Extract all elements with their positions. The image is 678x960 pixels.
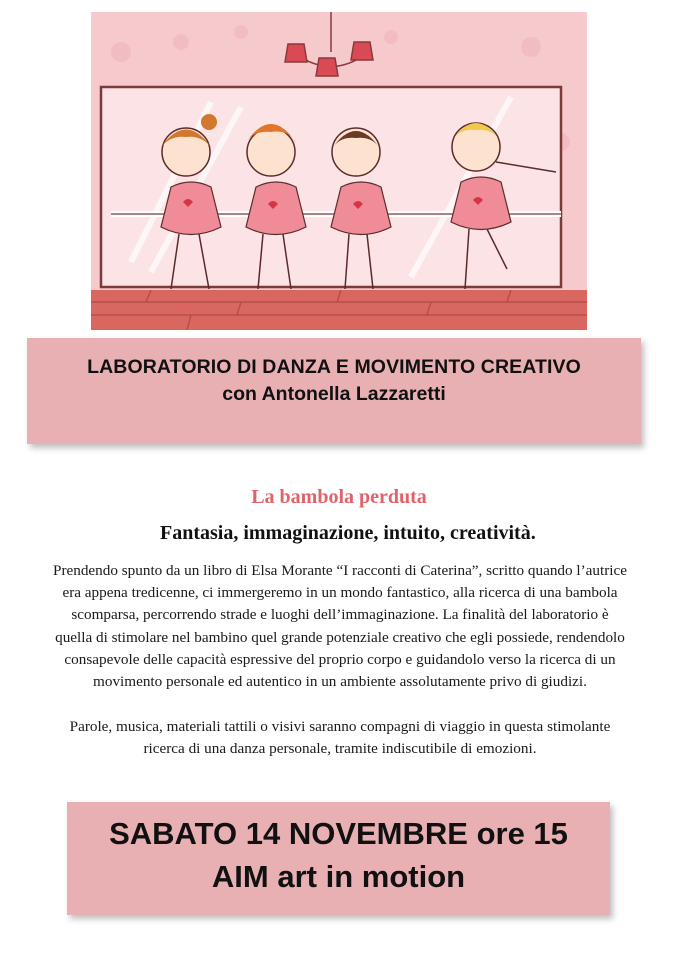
ballerinas-illustration <box>91 12 587 330</box>
workshop-title: LABORATORIO DI DANZA E MOVIMENTO CREATIVO <box>87 356 581 378</box>
description-paragraph-1: Prendendo spunto da un libro di Elsa Morante “I racconti di Caterina”, scritto quando l’autrice era appena tredicenne, ci immergeremo in un mondo fantastico, alla ricerca di una bambola scomparsa, percorrendo strade e luoghi dell’immaginazione. La finalità del laboratorio è quella di stimolare nel bambino quel grande potenziale creativo che egli possiede, rendendolo consapevole delle capacità espressive del proprio corpo e guidandolo verso la ricerca di un movimento personale ed autentico in un ambiente assolutamente privo di giudizi. <box>53 562 627 691</box>
date-banner <box>67 802 610 915</box>
description-paragraph-2: Parole, musica, materiali tattili o visivi saranno compagni di viaggio in questa stimolante ricerca di una danza personale, tramite indiscutibile di emozioni. <box>69 718 611 758</box>
title-banner <box>27 338 641 444</box>
event-venue: AIM art in motion <box>211 859 466 894</box>
instructor-name: con Antonella Lazzaretti <box>222 383 446 405</box>
event-date: SABATO 14 NOVEMBRE ore 15 <box>109 816 568 851</box>
story-title: La bambola perduta <box>251 486 427 508</box>
tagline: Fantasia, immaginazione, intuito, creatività. <box>160 522 536 544</box>
